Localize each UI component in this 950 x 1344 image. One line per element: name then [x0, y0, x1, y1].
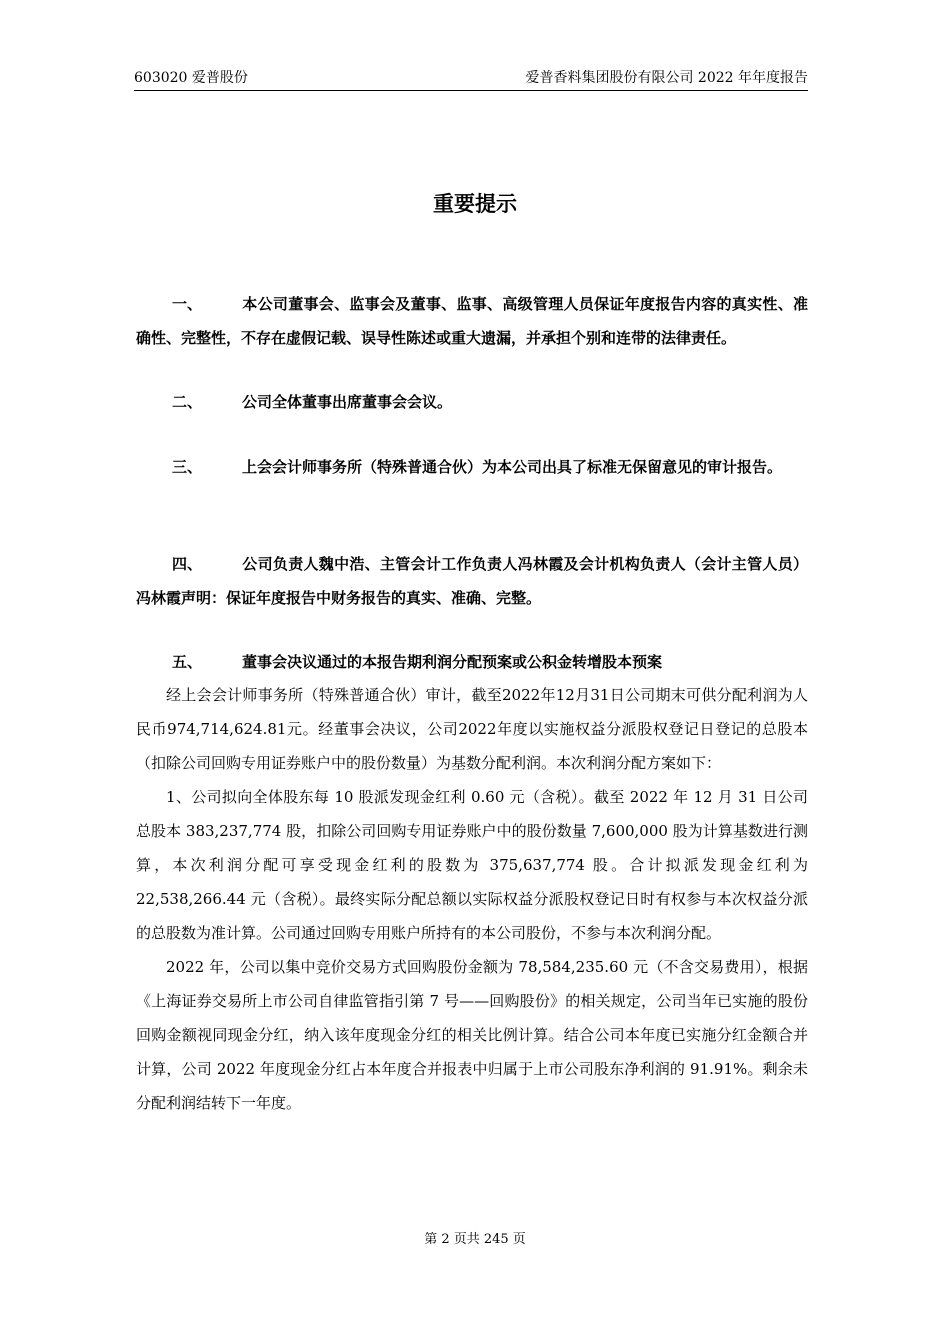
item-text: 上会会计师事务所（特殊普通合伙）为本公司出具了标准无保留意见的审计报告。 [242, 458, 783, 476]
notice-item-1 [136, 287, 808, 355]
profit-distribution-body [136, 678, 808, 1120]
notice-item-3 [136, 450, 808, 484]
item-text: 董事会决议通过的本报告期利润分配预案或公积金转增股本预案 [242, 653, 663, 671]
page-footer: 第 2 页共 245 页 [424, 1232, 526, 1247]
page-header [134, 66, 808, 91]
notice-item-2 [136, 385, 808, 419]
item-number: 四、 [172, 555, 203, 573]
header-stock-code: 603020 爱普股份 [134, 70, 248, 86]
header-report-title: 爱普香料集团股份有限公司 2022 年年度报告 [525, 70, 808, 86]
item-text: 公司负责人魏中浩、主管会计工作负责人冯林霞及会计机构负责人（会计主管人员）冯林霞声明：保证年度报告中财务报告的真实、准确、完整。 [136, 555, 808, 607]
page-title: 重要提示 [433, 192, 517, 216]
paragraph: 2022 年，公司以集中竞价交易方式回购股份金额为 78,584,235.60 元（不含交易费用），根据《上海证券交易所上市公司自律监管指引第 7 号——回购股份》的相关规定，公司当年已实施的股份回购金额视同现金分红，纳入该年度现金分红的相关比例计算。结合公司本年度已实施分红金额合并计算，公司 2022 年度现金分红占本年度合并报表中归属于上市公司股东净利润的 91.91%。剩余未分配利润结转下一年度。 [136, 958, 808, 1112]
item-number: 三、 [172, 458, 203, 476]
item-number: 五、 [172, 653, 203, 671]
paragraph: 1、公司拟向全体股东每 10 股派发现金红利 0.60 元（含税）。截至 2022 年 12 月 31 日公司总股本 383,237,774 股，扣除公司回购专用证券账户中的股份数量 7,600,000 股为计算基数进行测算，本次利润分配可享受现金红利的股数为 375,637,774 股。合计拟派发现金红利为 22,538,266.44 元（含税）。最终实际分配总额以实际权益分派股权登记日时有权参与本次权益分派的总股数为准计算。公司通过回购专用账户所持有的本公司股份，不参与本次利润分配。 [136, 788, 808, 942]
item-text: 公司全体董事出席董事会会议。 [242, 393, 453, 411]
item-number: 一、 [172, 295, 203, 313]
notice-item-4 [136, 547, 808, 615]
notice-item-5 [136, 645, 808, 679]
item-number: 二、 [172, 393, 203, 411]
item-text: 本公司董事会、监事会及董事、监事、高级管理人员保证年度报告内容的真实性、准确性、完整性，不存在虚假记载、误导性陈述或重大遗漏，并承担个别和连带的法律责任。 [136, 295, 808, 347]
paragraph: 经上会会计师事务所（特殊普通合伙）审计，截至2022年12月31日公司期末可供分配利润为人民币974,714,624.81元。经董事会决议，公司2022年度以实施权益分派股权登记日登记的总股本（扣除公司回购专用证券账户中的股份数量）为基数分配利润。本次利润分配方案如下： [136, 686, 808, 772]
